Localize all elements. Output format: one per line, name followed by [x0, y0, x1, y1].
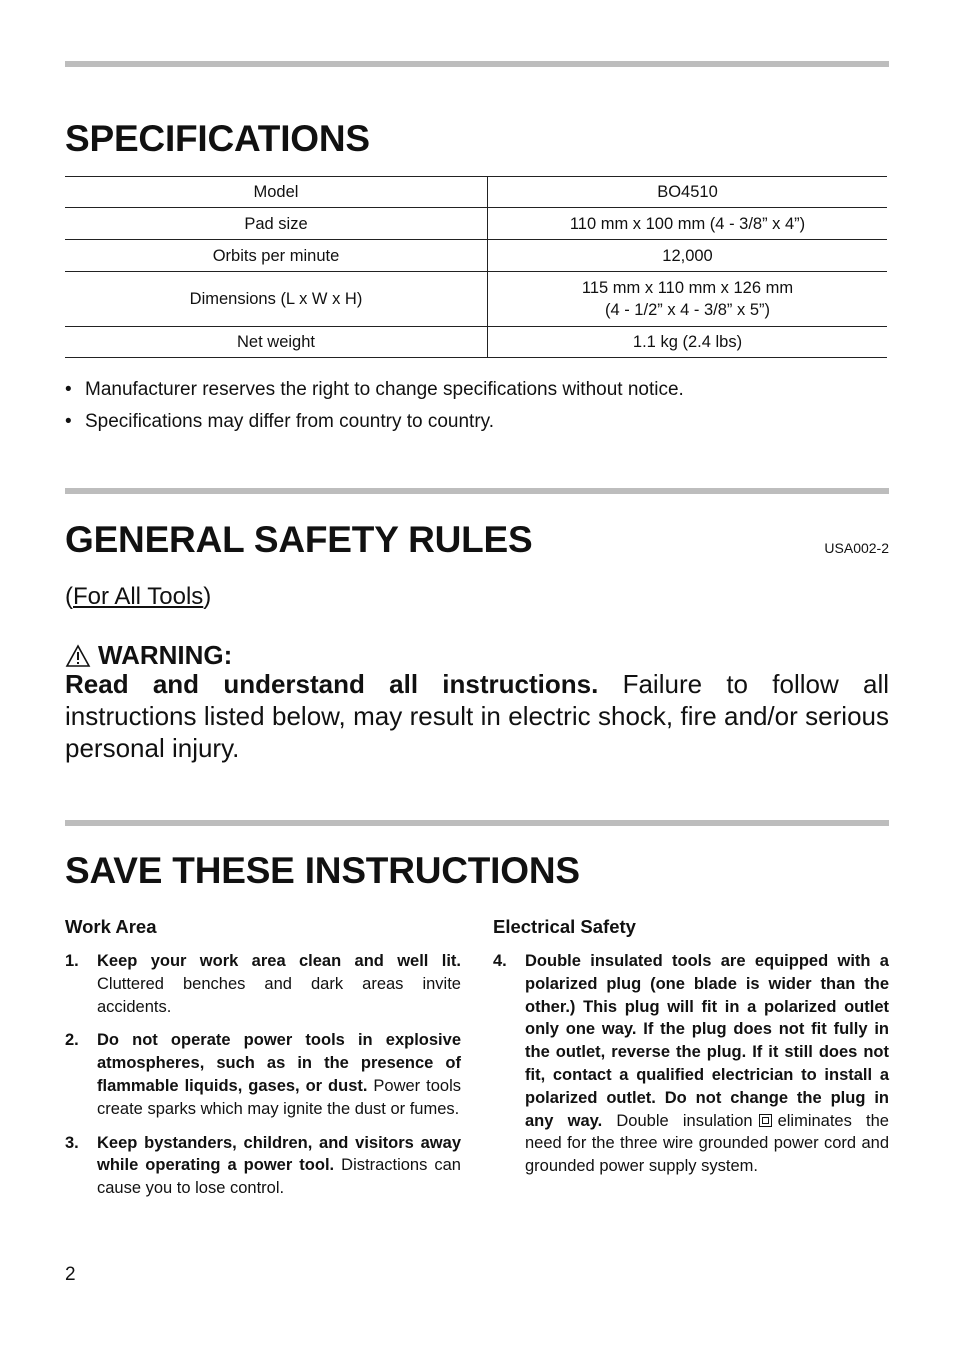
item-text: Cluttered benches and dark areas invite accidents.: [97, 974, 461, 1016]
specifications-table: [65, 176, 887, 358]
save-instructions-title: SAVE THESE INSTRUCTIONS: [65, 850, 580, 891]
subheading: [65, 583, 211, 611]
warning-bold: Read and understand all instructions.: [65, 669, 599, 699]
item-number: 1.: [65, 952, 79, 970]
table-row: [65, 208, 887, 240]
spec-label: Dimensions (L x W x H): [65, 272, 488, 327]
item-text: eliminates the need for the three wire grounded power cord and grounded power supply system.: [525, 1111, 889, 1176]
spec-label: Orbits per minute: [65, 240, 488, 272]
work-area-column: [65, 916, 461, 1211]
table-row: [65, 240, 887, 272]
spec-value: [488, 272, 888, 327]
section-divider: [65, 61, 889, 67]
item-text: Double insulation: [616, 1111, 753, 1130]
spec-label: Model: [65, 177, 488, 208]
warning-heading: [65, 640, 232, 671]
list-item: [65, 950, 461, 1018]
item-bold: Do not operate power tools in explosive atmospheres, such as in the presence of flammable liquids, gases, or dust.: [97, 1031, 461, 1095]
spec-value: 110 mm x 100 mm (4 - 3/8” x 4”): [488, 208, 888, 240]
warning-triangle-icon: [65, 644, 91, 668]
warning-label: WARNING:: [98, 640, 233, 670]
list-item: • Specifications may differ from country to country.: [65, 408, 684, 440]
work-area-heading: Work Area: [65, 916, 157, 937]
item-bold: Keep your work area clean and well lit.: [97, 952, 461, 970]
table-row: [65, 272, 887, 327]
electrical-safety-column: [493, 916, 889, 1189]
general-safety-title: GENERAL SAFETY RULES: [65, 519, 533, 560]
item-bold: Keep bystanders, children, and visitors away while operating a power tool.: [97, 1133, 461, 1175]
item-number: 3.: [65, 1133, 79, 1152]
warning-text: [65, 668, 889, 764]
spec-value: BO4510: [488, 177, 888, 208]
spec-value-line: (4 - 1/2” x 4 - 3/8” x 5”): [604, 301, 771, 319]
spec-value-line: 115 mm x 110 mm x 126 mm: [581, 279, 794, 297]
spec-label: Pad size: [65, 208, 488, 240]
item-text: Distractions can cause you to lose control.: [97, 1156, 461, 1198]
section-divider: [65, 488, 889, 494]
item-bold: Double insulated tools are equipped with a polarized plug (one blade is wider than the other.) This plug will fit in a polarized outlet only one way. If the plug does not fit fully in the outlet, reverse the plug. If it still does not fit, contact a qualified electrician to install a polarized outlet. Do not change the plug in any way.: [525, 952, 889, 1130]
paren-close: ): [203, 583, 212, 610]
document-code: USA002-2: [824, 540, 889, 556]
spec-value: 1.1 kg (2.4 lbs): [488, 327, 888, 358]
electrical-safety-list: [493, 950, 889, 1178]
double-insulation-icon: [759, 1114, 772, 1127]
warning-body: Failure to follow all instructions listed below, may result in electric shock, fire and/or serious personal injury.: [65, 669, 890, 763]
page-number: 2: [65, 1264, 76, 1285]
item-number: 4.: [493, 952, 507, 970]
list-item: [65, 1132, 461, 1200]
table-row: [65, 177, 887, 208]
electrical-safety-heading: Electrical Safety: [493, 916, 636, 937]
paren-open: (: [65, 583, 73, 610]
spec-label: Net weight: [65, 327, 488, 358]
spec-value: 12,000: [488, 240, 888, 272]
list-item: [65, 1029, 461, 1120]
work-area-list: [65, 950, 461, 1200]
specifications-title: SPECIFICATIONS: [65, 118, 370, 159]
list-item: • Manufacturer reserves the right to change specifications without notice.: [65, 376, 684, 408]
item-number: 2.: [65, 1031, 79, 1050]
spec-notes: [65, 376, 684, 440]
list-item: [493, 950, 889, 1178]
table-row: [65, 327, 887, 358]
section-divider: [65, 820, 889, 826]
item-text: Power tools create sparks which may ignite the dust or fumes.: [97, 1076, 461, 1118]
for-all-tools-label: For All Tools: [73, 583, 204, 610]
